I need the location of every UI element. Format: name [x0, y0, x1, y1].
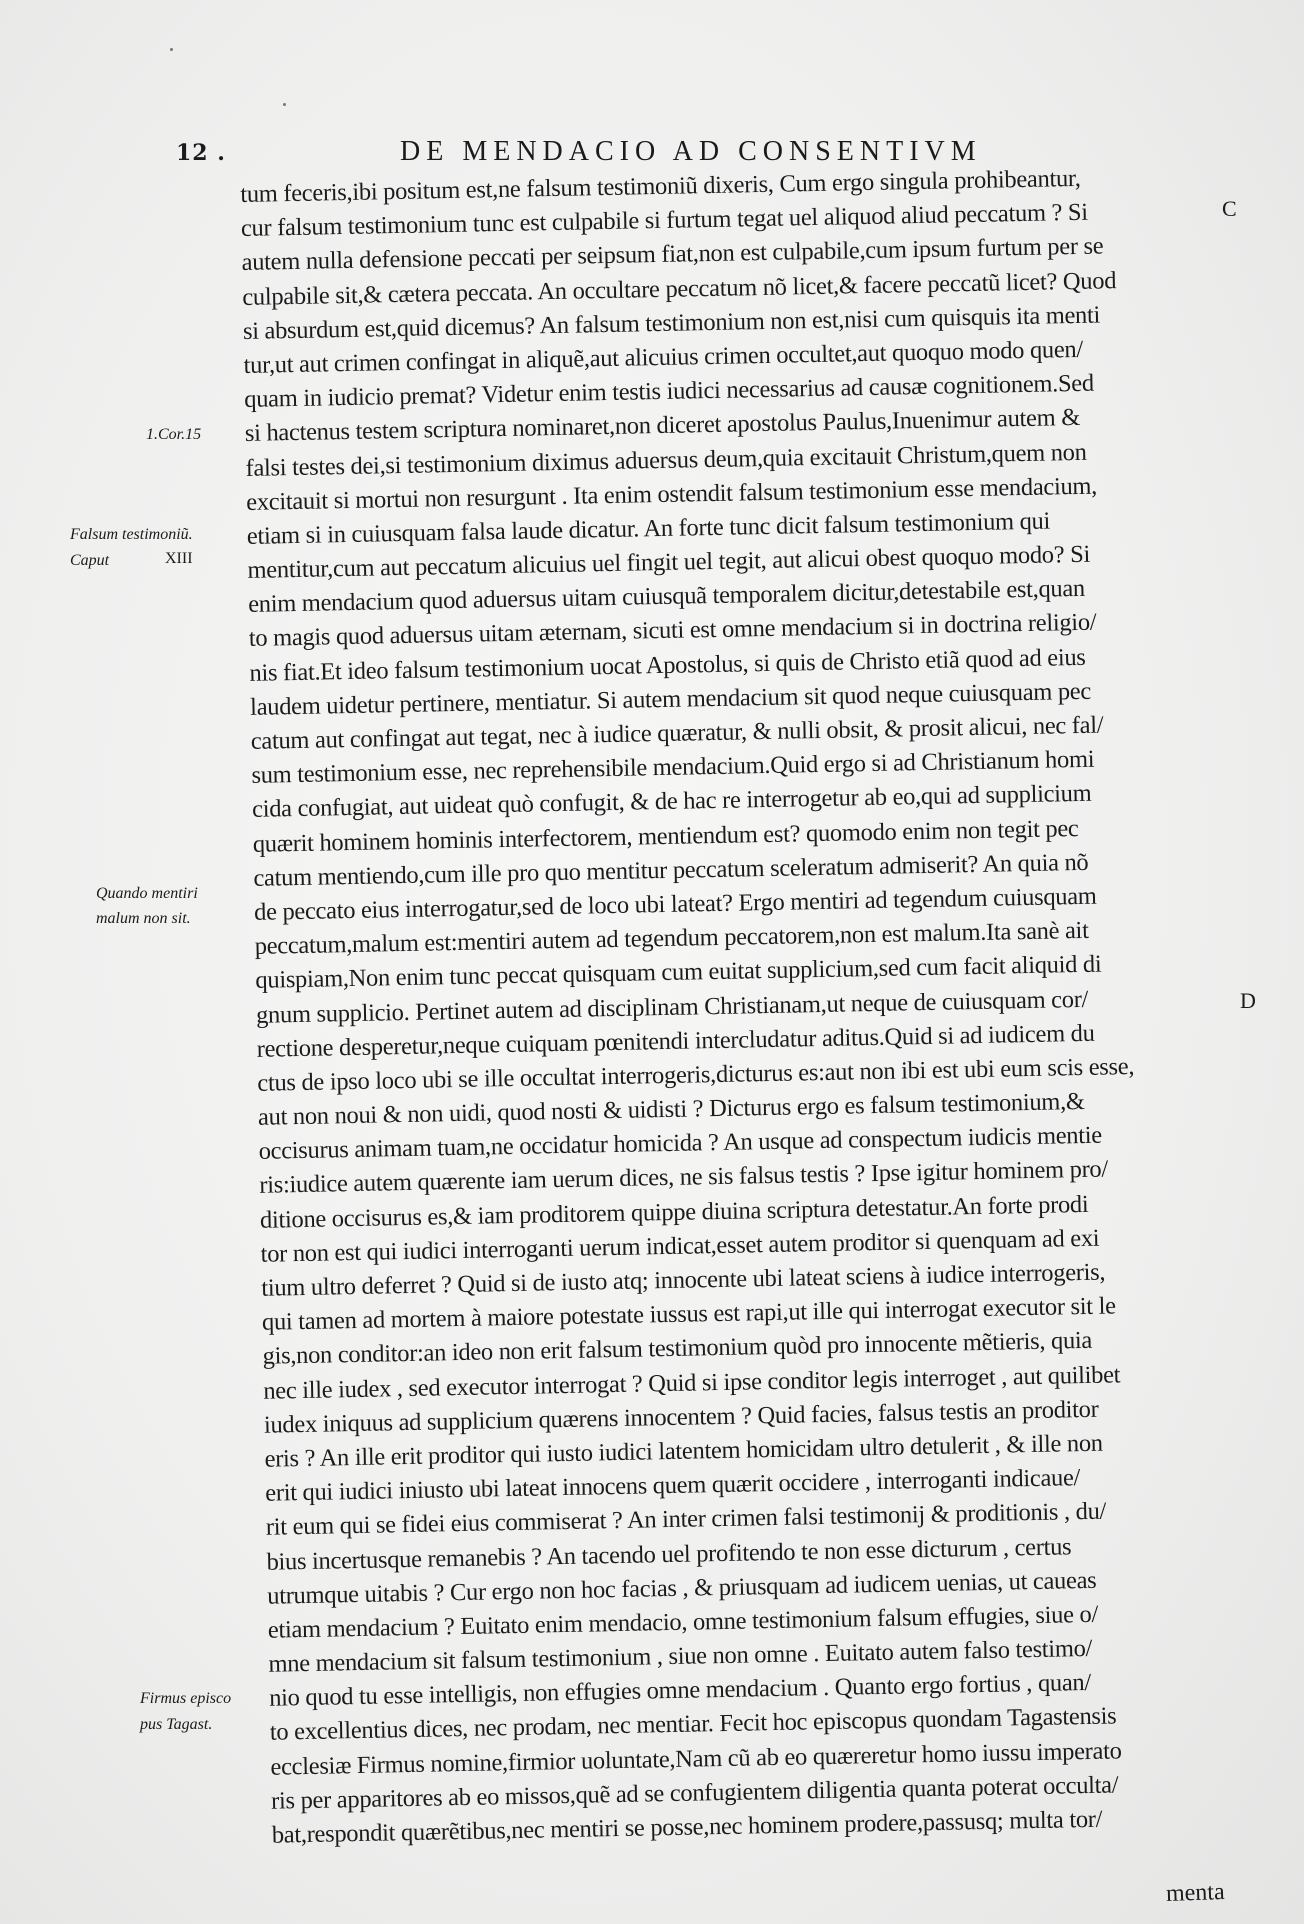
text-line: mentitur,cum aut peccatum alicuius uel fingit uel tegit, aut alicui obest quoquo modo? Si [247, 540, 1091, 584]
text-line: tium ultro deferret ? Quid si de iusto atq; innocente ubi lateat sciens à iudice interrogeris, [261, 1258, 1106, 1302]
paper-speck [283, 103, 286, 106]
text-line: si hactenus testem scriptura nominaret,non diceret apostolus Paulus,Inuenimur autem & [244, 404, 1081, 448]
text-line: tor non est qui iudici interroganti uerum indicat,esset autem proditor si quenquam ad exi [260, 1224, 1100, 1268]
catchword: menta [1165, 1878, 1226, 1908]
text-line: peccatum,malum est:mentiri autem ad tegendum peccatorem,non est malum.Ita sanè ait [254, 916, 1089, 960]
text-line: sum testimonium esse, nec reprehensibile mendacium.Quid ergo si ad Christianum homi [251, 745, 1095, 790]
page-number: 12 . [176, 140, 226, 166]
text-line: occisurus animam tuam,ne occidatur homicida ? An usque ad conspectum iudicis mentie [258, 1121, 1103, 1166]
text-line: ris:iudice autem quærente iam uerum dices, ne sis falsus testis ? Ipse igitur hominem pro/ [259, 1155, 1109, 1200]
text-line: to excellentius dices, nec prodam, nec mentiar. Fecit hoc episcopus quondam Tagastensis [269, 1702, 1117, 1747]
text-line: bat,respondit quærẽtibus,nec mentiri se posse,nec hominem prodere,passusq; multa tor/ [271, 1805, 1103, 1849]
text-line: utrumque uitabis ? Cur ergo non hoc facias , & priusquam ad iudicem uenias, ut caueas [266, 1566, 1097, 1610]
margin-note-corinthians: 1.Cor.15 [146, 426, 202, 443]
text-line: cur falsum testimonium tunc est culpabile si furtum tegat uel aliquod aliud peccatum ? Si [240, 198, 1088, 243]
section-letter-d: D [1240, 988, 1256, 1013]
text-line: si absurdum est,quid dicemus? An falsum testimonium non est,nisi cum quisquis ita menti [242, 301, 1101, 345]
text-line: etiam mendacium ? Euitato enim mendacio, omne testimonium falsum effugies, siue o/ [267, 1600, 1099, 1644]
text-line: cida confugiat, aut uideat quò confugit, & de hac re interrogetur ab eo,qui ad supplicium [251, 780, 1092, 824]
paper-speck [170, 48, 173, 51]
text-line: quærit hominem hominis interfectorem, mentiendum est? quomodo enim non tegit pec [252, 814, 1079, 858]
margin-note-caput: Caput [70, 552, 110, 569]
margin-note-falsum-testimonium: Falsum testimoniũ. [70, 526, 193, 543]
text-line: ditione occisurus es,& iam proditorem quippe diuina scriptura detestatur.An forte prodi [259, 1190, 1089, 1234]
text-line: quispiam,Non enim tunc peccat quisquam cum euitat supplicium,sed cum facit aliquid di [255, 950, 1102, 995]
text-line: ris per apparitores ab eo missos,quẽ ad se confugientem diligentia quanta poterat occulta/ [270, 1771, 1119, 1815]
running-title: DE MENDACIO AD CONSENTIVM [400, 136, 982, 167]
text-line: laudem uidetur pertinere, mentiatur. Si autem mendacium sit quod neque cuiusquam pec [249, 677, 1092, 721]
text-line: de peccato eius interrogatur,sed de loco ubi lateat? Ergo mentiri ad tegendum cuiusquam [253, 882, 1097, 926]
main-text-block [240, 159, 1252, 1853]
text-line: nec ille iudex , sed executor interrogat ? Quid si ipse conditor legis interroget , aut quilibet [263, 1360, 1121, 1405]
text-line: gnum supplicio. Pertinet autem ad disciplinam Christianam,ut neque de cuiusquam cor/ [255, 985, 1089, 1029]
text-line: catum mentiendo,cum ille pro quo mentitur peccatum sceleratum admiserit? An quia nõ [253, 848, 1089, 892]
margin-note-tagast: pus Tagast. [140, 1716, 213, 1733]
text-line: nio quod tu esse intelligis, non effugies omne mendacium . Quanto ergo fortius , quan/ [268, 1669, 1092, 1712]
margin-note-malum-non-sit: malum non sit. [96, 910, 191, 927]
text-line: falsi testes dei,si testimonium diximus aduersus deum,quia excitauit Christum,quem non [245, 438, 1087, 482]
text-line: enim mendacium quod aduersus uitam cuiusquã temporalem dicitur,detestabile est,quan [247, 575, 1086, 619]
text-line: nis fiat.Et ideo falsum testimonium uocat Apostolus, si quis de Christo etiã quod ad eius [249, 643, 1086, 687]
text-line: excitauit si mortui non resurgunt . Ita enim ostendit falsum testimonium esse mendacium, [245, 472, 1098, 516]
text-line: quam in iudicio premat? Videtur enim testis iudici necessarius ad causæ cognitionem.Sed [243, 369, 1095, 414]
text-line: catum aut confingat aut tegat, nec à iudice quæratur, & nulli obsit, & prosit alicui, nec fal/ [250, 711, 1104, 755]
text-line: eris ? An ille erit proditor qui iusto iudici latentem homicidam ultro detulerit , & ille non [264, 1429, 1103, 1473]
text-line: rit eum qui se fidei eius commiserat ? An inter crimen falsi testimonij & proditionis , du/ [265, 1497, 1107, 1542]
text-line: bius incertusque remanebis ? An tacendo uel profitendo te non esse dicturum , certus [266, 1532, 1072, 1576]
text-line: culpabile sit,& cætera peccata. An occultare peccatum nõ licet,& facere peccatũ licet? Quod [242, 266, 1117, 311]
margin-note-firmus-episcopus: Firmus episco [140, 1690, 232, 1707]
text-line: gis,non conditor:an ideo non erit falsum testimonium quòd pro innocente mẽtieris, quia [262, 1327, 1093, 1371]
text-line: ctus de ipso loco ubi se ille occultat interrogeris,dicturus es:aut non ibi est ubi eum scis esse, [257, 1052, 1135, 1097]
text-line: etiam si in cuiusquam falsa laude dicatur. An forte tunc dicit falsum testimonium qui [246, 507, 1051, 550]
text-line: qui tamen ad mortem à maiore potestate iussus est rapi,ut ille qui interrogat executor sit le [261, 1292, 1116, 1336]
text-line: to magis quod aduersus uitam æternam, sicuti est omne mendacium si in doctrina religio/ [248, 609, 1097, 653]
margin-note-quando-mentiri: Quando mentiri [96, 885, 198, 902]
text-line: tur,ut aut crimen confingat in aliquẽ,aut alicuius crimen occultet,aut quoquo modo quen/ [243, 335, 1084, 379]
text-line: rectione desperetur,neque cuiquam pœnitendi intercludatur aditus.Quid si ad iudicem du [256, 1019, 1095, 1063]
text-line: tum feceris,ibi positum est,ne falsum testimoniũ dixeris, Cum ergo singula prohibeantur, [240, 164, 1081, 208]
margin-note-caput-number: XIII [165, 550, 193, 567]
text-line: autem nulla defensione peccati per seipsum fiat,non est culpabile,cum ipsum furtum per se [241, 232, 1104, 277]
section-letter-c: C [1222, 196, 1237, 221]
text-line: ecclesiæ Firmus nomine,firmior uoluntate,Nam cũ ab eo quæreretur homo iussu imperato [270, 1736, 1122, 1781]
text-line: aut non noui & non uidi, quod nosti & uidisti ? Dicturus ergo es falsum testimonium,& [257, 1088, 1085, 1131]
text-line: erit qui iudici iniusto ubi lateat innocens quem quærit occidere , interroganti indicaue/ [264, 1464, 1081, 1507]
text-line: mne mendacium sit falsum testimonium , siue non omne . Euitato autem falso testimo/ [268, 1634, 1093, 1678]
text-line: iudex iniquus ad supplicium quærens innocentem ? Quid facies, falsus testis an proditor [263, 1395, 1099, 1439]
